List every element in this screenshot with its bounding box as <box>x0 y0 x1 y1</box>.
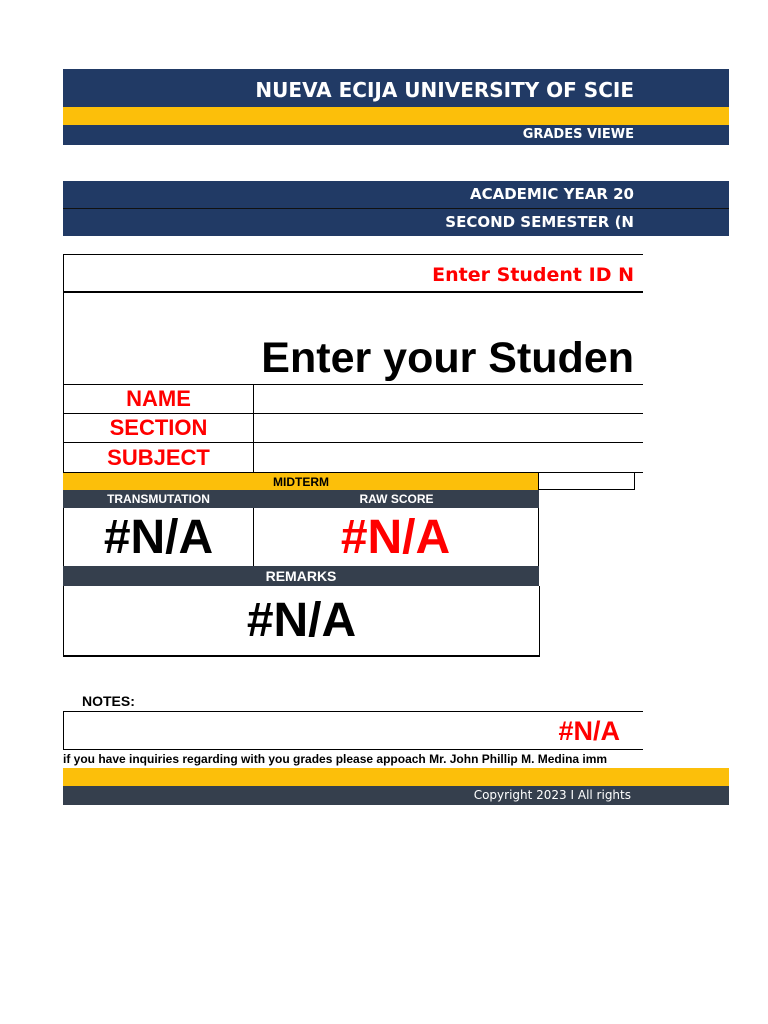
midterm-side-cell <box>538 472 635 490</box>
remarks-header: REMARKS <box>63 566 539 586</box>
enter-id-label: Enter Student ID N <box>432 264 634 286</box>
transmutation-value: #N/A <box>63 508 254 566</box>
remarks-value: #N/A <box>63 586 540 657</box>
enter-student-id-text: Enter your Studen <box>261 334 634 382</box>
notes-label: NOTES: <box>82 693 135 709</box>
notes-value: #N/A <box>558 716 620 746</box>
transmutation-header: TRANSMUTATION <box>63 490 254 508</box>
footer-gold-stripe <box>63 768 729 786</box>
academic-year-title: ACADEMIC YEAR 20 <box>469 185 634 203</box>
section-label: SECTION <box>63 413 254 443</box>
name-value <box>253 384 643 414</box>
subject-label: SUBJECT <box>63 442 254 473</box>
raw-score-header: RAW SCORE <box>254 490 539 508</box>
inquiry-text: if you have inquiries regarding with you grades please appoach Mr. John Phillip M. Medina imm <box>63 752 608 766</box>
section-value <box>253 413 643 443</box>
raw-score-value: #N/A <box>253 508 539 566</box>
grades-viewer-title: GRADES VIEWE <box>522 127 634 142</box>
copyright-text: Copyright 2023 I All rights <box>473 788 631 802</box>
subject-value <box>253 442 643 473</box>
header-gold-stripe <box>63 107 729 125</box>
university-title: NUEVA ECIJA UNIVERSITY OF SCIE <box>255 78 634 102</box>
midterm-header: MIDTERM <box>63 473 539 490</box>
name-label: NAME <box>63 384 254 414</box>
semester-title: SECOND SEMESTER (N <box>445 213 634 231</box>
